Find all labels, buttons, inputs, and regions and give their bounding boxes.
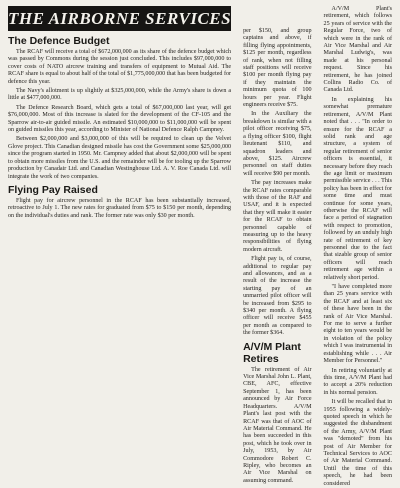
article-columns xyxy=(8,6,392,487)
column-left xyxy=(8,6,231,400)
paragraph: The Defence Research Board, which gets a total of $67,000,000 last year, will get $76,000,000. Most of this increase is slated for the development of the CF-105 and the Sparrow air-to-air guided missile. An estimated $10,000,000 to $11,000,000 will be spent on guided missiles this year, according to Minister of National Defence Ralph Campney. xyxy=(8,104,232,134)
paragraph: In explaining his somewhat premature retirement, A/V/M Plant noted that . . . "In order to ensure for the RCAF a solid rank and age structure, a system of regular retirement of senior officers is essential, it necessary before they reach the age limit or maximum permissible service . . . This policy has been in effect for some time and must continue for some years, otherwise the RCAF will face a period of stagnation with respect to promotion, followed by an unduly high rate of retirement of key personnel due to the fact that sizable group of senior officers will reach retirement age within a relatively short period. xyxy=(323,96,392,281)
paragraph: Flight pay for aircrew personnel in the RCAF has been substantially increased, retroactive to July 1. The new rates for graduated from $75 to $150 per month, depending on the individual's duties and rank. The former rate was only $30 per month. xyxy=(8,197,232,219)
paragraph: It will be recalled that in 1955 following a widely-quoted speech in which he suggested the disbandment of the Army, A/V/M Plant was "demoted" from his post of Air Member for Technical Services to AOC of Air Material Command. Until the time of this speech, he had been considered xyxy=(323,399,392,487)
paragraph: The RCAF will receive a total of $672,000,000 as its share of the defence budget which was passed by Commons during the session just concluded. This includes $97,000,000 to cover costs of NATO aircrew training and transfers of equipment to Mutual Aid. The RCAF share is equal to about half of the total of $1,775,000,000 that has been budgeted for defence this year. xyxy=(8,49,232,85)
paragraph: The pay increases make the RCAF rates comparable with those of the RAF and USAF, and it is expected that they will make it easier for the RCAF to obtain personnel capable of measuring up to the heavy responsibilities of flying modern aircraft. xyxy=(243,180,312,253)
column-middle xyxy=(243,6,312,484)
paragraph: The Navy's allotment is up slightly at $325,000,000, while the Army's share is down a little at $477,000,000. xyxy=(8,88,232,102)
paragraph: In retiring voluntarily at this time, A/V/M Plant had to accept a 20% reduction in his normal pension. xyxy=(323,367,392,396)
heading-plant-retires: A/V/M Plant Retires xyxy=(243,340,301,365)
paragraph: In the Auxiliary the breakdown is similar with a pilot officer receiving $75, a flying officer $100, flight lieutenant $110, and squadron leaders and above, $125. Aircrew personnel on staff duties will receive $90 per month. xyxy=(243,111,312,177)
heading-defence-budget: The Defence Budget xyxy=(8,35,110,47)
paragraph: A/V/M Plant's retirement, which follows 25 years of service with the Regular Force, two of which were in the rank of Air Vice Marshal and Air Marshal Ludwig's, was made at his personal request. Since his retirement, he has joined Collins Radio Co. of Canada Ltd. xyxy=(323,6,392,94)
paragraph: per $150, and group captains and above, if filling flying appointments, $125 per month, regardless of rank, when not filling staff positions will receive $100 per month flying pay if they maintain the minimum quota of 100 hours per year. Flight engineers receive $75. xyxy=(243,28,312,109)
heading-flying-pay: Flying Pay Raised xyxy=(8,183,98,196)
paragraph: Flight pay is, of course, additional to regular pay and allowances, and as a result of the increase the starting pay of an unmarried pilot officer will be increased from $295 to $340 per month. A flying officer will receive $455 per month as compared to the former $364. xyxy=(243,256,312,337)
paragraph: Between $2,000,000 and $3,000,000 of this will be required to clean up the Velvet Glove project. This Canadian designed missile has cost the Government some $25,000,000 since the program started in 1950. Mr. Campney added that about $2,000,000 will be spent to obtain more missiles from the U.S. and the remainder will be for tooling up the Sparrow production by Canadair Ltd. and Canadian Westinghouse Ltd. A. V. Roe Canada Ltd. will integrate the work of two companies. xyxy=(8,136,232,180)
paragraph: "I have completed more than 25 years service with the RCAF and at least six of these have been in the rank of Air Vice Marshal. For me to serve a further eight to ten years would be in violation of the policy which I was instrumental in establishing while . . . Air Member for Personnel." xyxy=(323,284,392,365)
paragraph: The retirement of Air Vice Marshal John L. Plant, CBE, AFC, effective September 1, has been announced by Air Force Headquarters. A/V/M Plant's last post with the RCAF was that of AOC of Air Material Command. He has been succeeded in this post, which he took over in July, 1953, by Air Commodore Robert C. Ripley, who becomes an Air Vice Marshal on assuming command. xyxy=(243,366,312,484)
section-masthead: THE AIRBORNE SERVICES xyxy=(8,6,231,31)
column-right xyxy=(323,6,392,487)
